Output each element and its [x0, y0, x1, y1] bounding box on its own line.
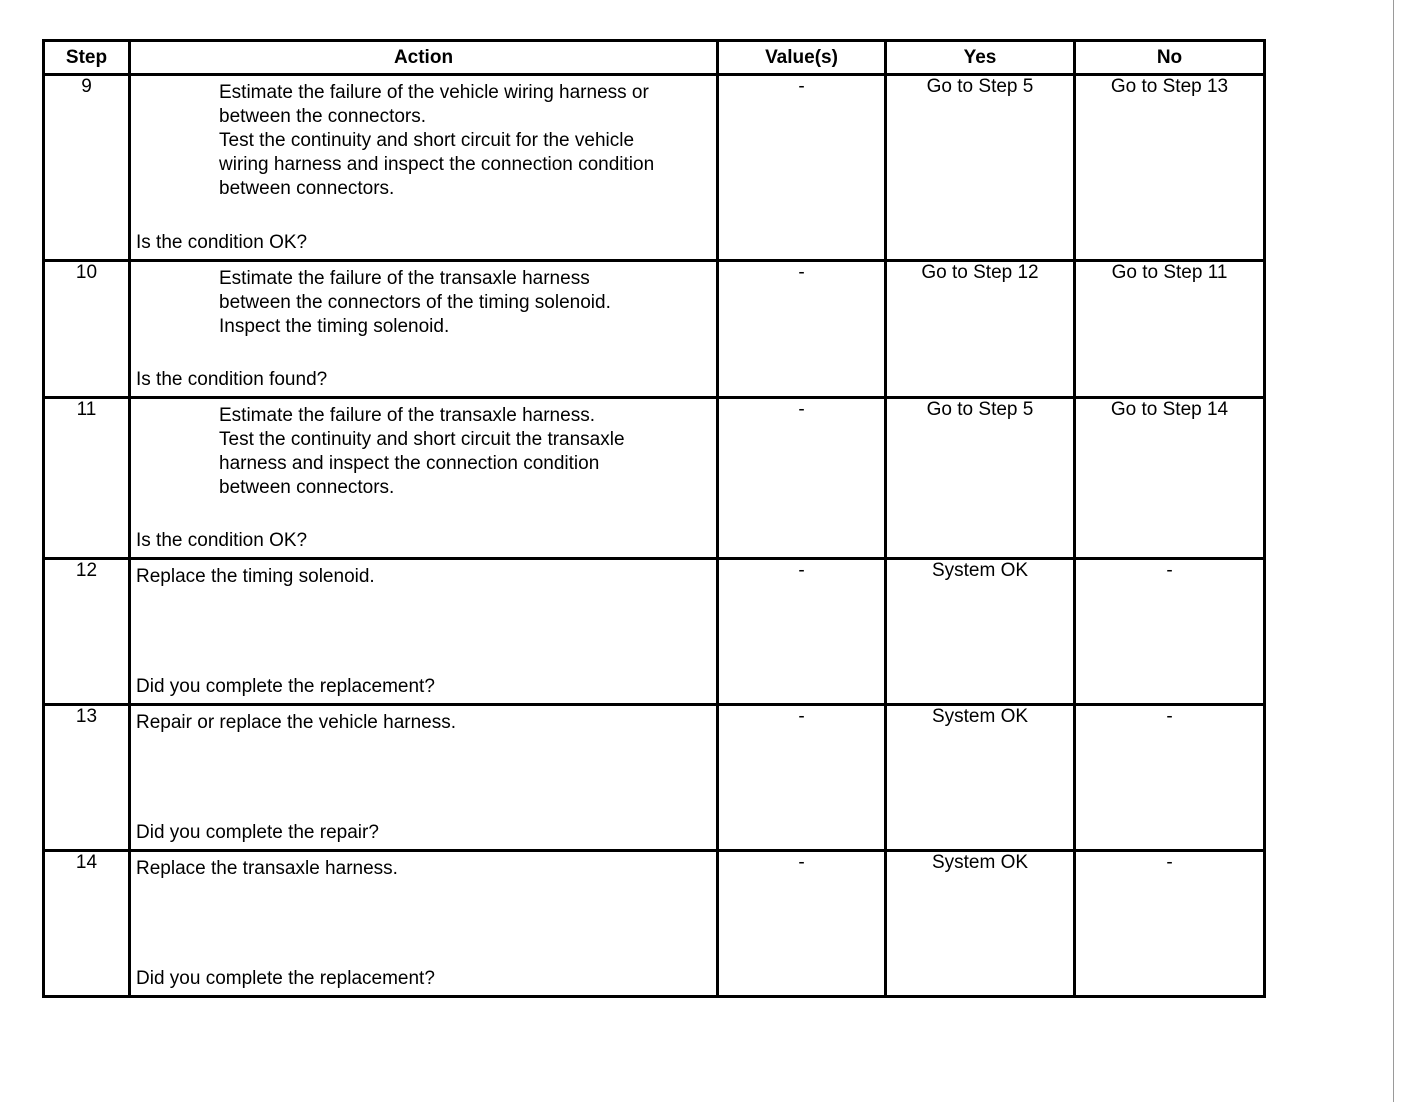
action-cell: [130, 75, 718, 261]
step-number: 10: [44, 261, 130, 398]
action-detail: [131, 262, 716, 339]
header-values: Value(s): [718, 41, 886, 75]
yes-result: System OK: [886, 705, 1075, 851]
action-detail-line: Replace the transaxle harness.: [136, 858, 398, 879]
table-row: [44, 559, 1265, 705]
yes-result: Go to Step 12: [886, 261, 1075, 398]
yes-result: System OK: [886, 559, 1075, 705]
action-question: Did you complete the replacement?: [136, 968, 435, 989]
action-detail-line: Test the continuity and short circuit the transaxle: [219, 429, 625, 450]
step-number: 11: [44, 398, 130, 559]
step-number: 9: [44, 75, 130, 261]
action-detail-line: between connectors.: [219, 178, 395, 199]
step-number: 13: [44, 705, 130, 851]
action-detail: [131, 76, 716, 201]
no-result: -: [1075, 851, 1265, 997]
header-step: Step: [44, 41, 130, 75]
action-detail-line: between connectors.: [219, 477, 395, 498]
action-detail-line: Estimate the failure of the transaxle harness.: [219, 405, 595, 426]
action-cell: [130, 261, 718, 398]
no-result: -: [1075, 559, 1265, 705]
value-cell: -: [718, 75, 886, 261]
no-result: Go to Step 11: [1075, 261, 1265, 398]
diagnostic-table: [42, 39, 1266, 998]
page-edge-rule: [1393, 0, 1394, 1102]
header-row: [44, 41, 1265, 75]
no-result: Go to Step 14: [1075, 398, 1265, 559]
table-row: [44, 75, 1265, 261]
value-cell: -: [718, 559, 886, 705]
action-cell: [130, 851, 718, 997]
action-detail-line: Estimate the failure of the vehicle wiring harness or: [219, 82, 649, 103]
action-question: Did you complete the replacement?: [136, 676, 435, 697]
action-detail: [131, 399, 716, 500]
yes-result: Go to Step 5: [886, 75, 1075, 261]
table-row: [44, 398, 1265, 559]
action-cell: [130, 559, 718, 705]
value-cell: -: [718, 705, 886, 851]
table-row: [44, 851, 1265, 997]
value-cell: -: [718, 398, 886, 559]
no-result: Go to Step 13: [1075, 75, 1265, 261]
action-question: Is the condition OK?: [136, 232, 308, 253]
action-detail-line: between the connectors of the timing solenoid.: [219, 292, 611, 313]
step-number: 14: [44, 851, 130, 997]
action-detail-line: Repair or replace the vehicle harness.: [136, 712, 457, 733]
value-cell: -: [718, 261, 886, 398]
action-detail-line: between the connectors.: [219, 106, 427, 127]
table-row: [44, 705, 1265, 851]
table-row: [44, 261, 1265, 398]
action-detail-line: Estimate the failure of the transaxle harness: [219, 268, 590, 289]
value-cell: -: [718, 851, 886, 997]
action-question: Did you complete the repair?: [136, 822, 379, 843]
step-number: 12: [44, 559, 130, 705]
action-detail: [131, 852, 716, 881]
action-detail-line: Inspect the timing solenoid.: [219, 316, 450, 337]
action-detail: [131, 706, 716, 735]
header-action: Action: [130, 41, 718, 75]
action-detail-line: Test the continuity and short circuit for the vehicle: [219, 130, 635, 151]
action-question: Is the condition found?: [136, 369, 328, 390]
no-result: -: [1075, 705, 1265, 851]
action-question: Is the condition OK?: [136, 530, 308, 551]
action-cell: [130, 705, 718, 851]
action-detail: [131, 560, 716, 589]
action-detail-line: Replace the timing solenoid.: [136, 566, 375, 587]
yes-result: System OK: [886, 851, 1075, 997]
action-cell: [130, 398, 718, 559]
header-no: No: [1075, 41, 1265, 75]
action-detail-line: wiring harness and inspect the connection condition: [219, 154, 655, 175]
header-yes: Yes: [886, 41, 1075, 75]
yes-result: Go to Step 5: [886, 398, 1075, 559]
action-detail-line: harness and inspect the connection condition: [219, 453, 600, 474]
